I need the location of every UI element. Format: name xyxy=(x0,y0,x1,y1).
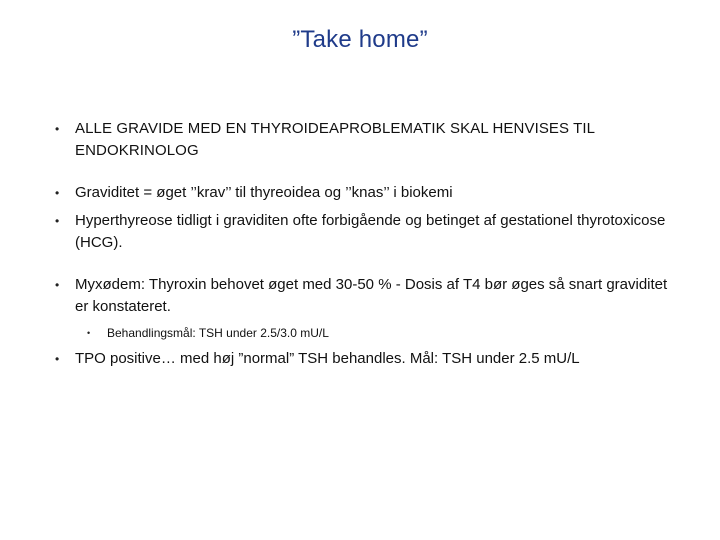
bullet-item xyxy=(55,348,675,370)
slide-title: ”Take home” xyxy=(292,26,428,53)
bullet-text: Graviditet = øget ’’krav’’ til thyreoidea og ’’knas’’ i biokemi xyxy=(75,184,453,201)
bullet-text: TPO positive… med høj ”normal” TSH behandles. Mål: TSH under 2.5 mU/L xyxy=(75,350,580,367)
bullet-dot-icon: • xyxy=(55,352,60,366)
bullet-item xyxy=(55,274,675,342)
bullet-dot-icon: • xyxy=(55,278,60,292)
sub-bullet-text: Behandlingsmål: TSH under 2.5/3.0 mU/L xyxy=(107,326,329,340)
bullet-item xyxy=(55,182,675,204)
bullet-dot-icon: • xyxy=(55,214,60,228)
bullet-dot-icon: • xyxy=(55,122,60,136)
bullet-list xyxy=(55,118,675,370)
bullet-dot-icon: • xyxy=(55,186,60,200)
bullet-text: Myxødem: Thyroxin behovet øget med 30-50 % - Dosis af T4 bør øges så snart graviditet er konstateret. xyxy=(75,276,668,315)
bullet-text: ALLE GRAVIDE MED EN THYROIDEAPROBLEMATIK SKAL HENVISES TIL ENDOKRINOLOG xyxy=(75,120,595,159)
sub-bullet-item xyxy=(75,324,675,342)
bullet-text: Hyperthyreose tidligt i graviditen ofte forbigående og betinget af gestationel thyrotoxicose (HCG). xyxy=(75,212,666,251)
bullet-item xyxy=(55,210,675,254)
bullet-item xyxy=(55,118,675,162)
sub-bullet-dot-icon: • xyxy=(87,328,91,338)
